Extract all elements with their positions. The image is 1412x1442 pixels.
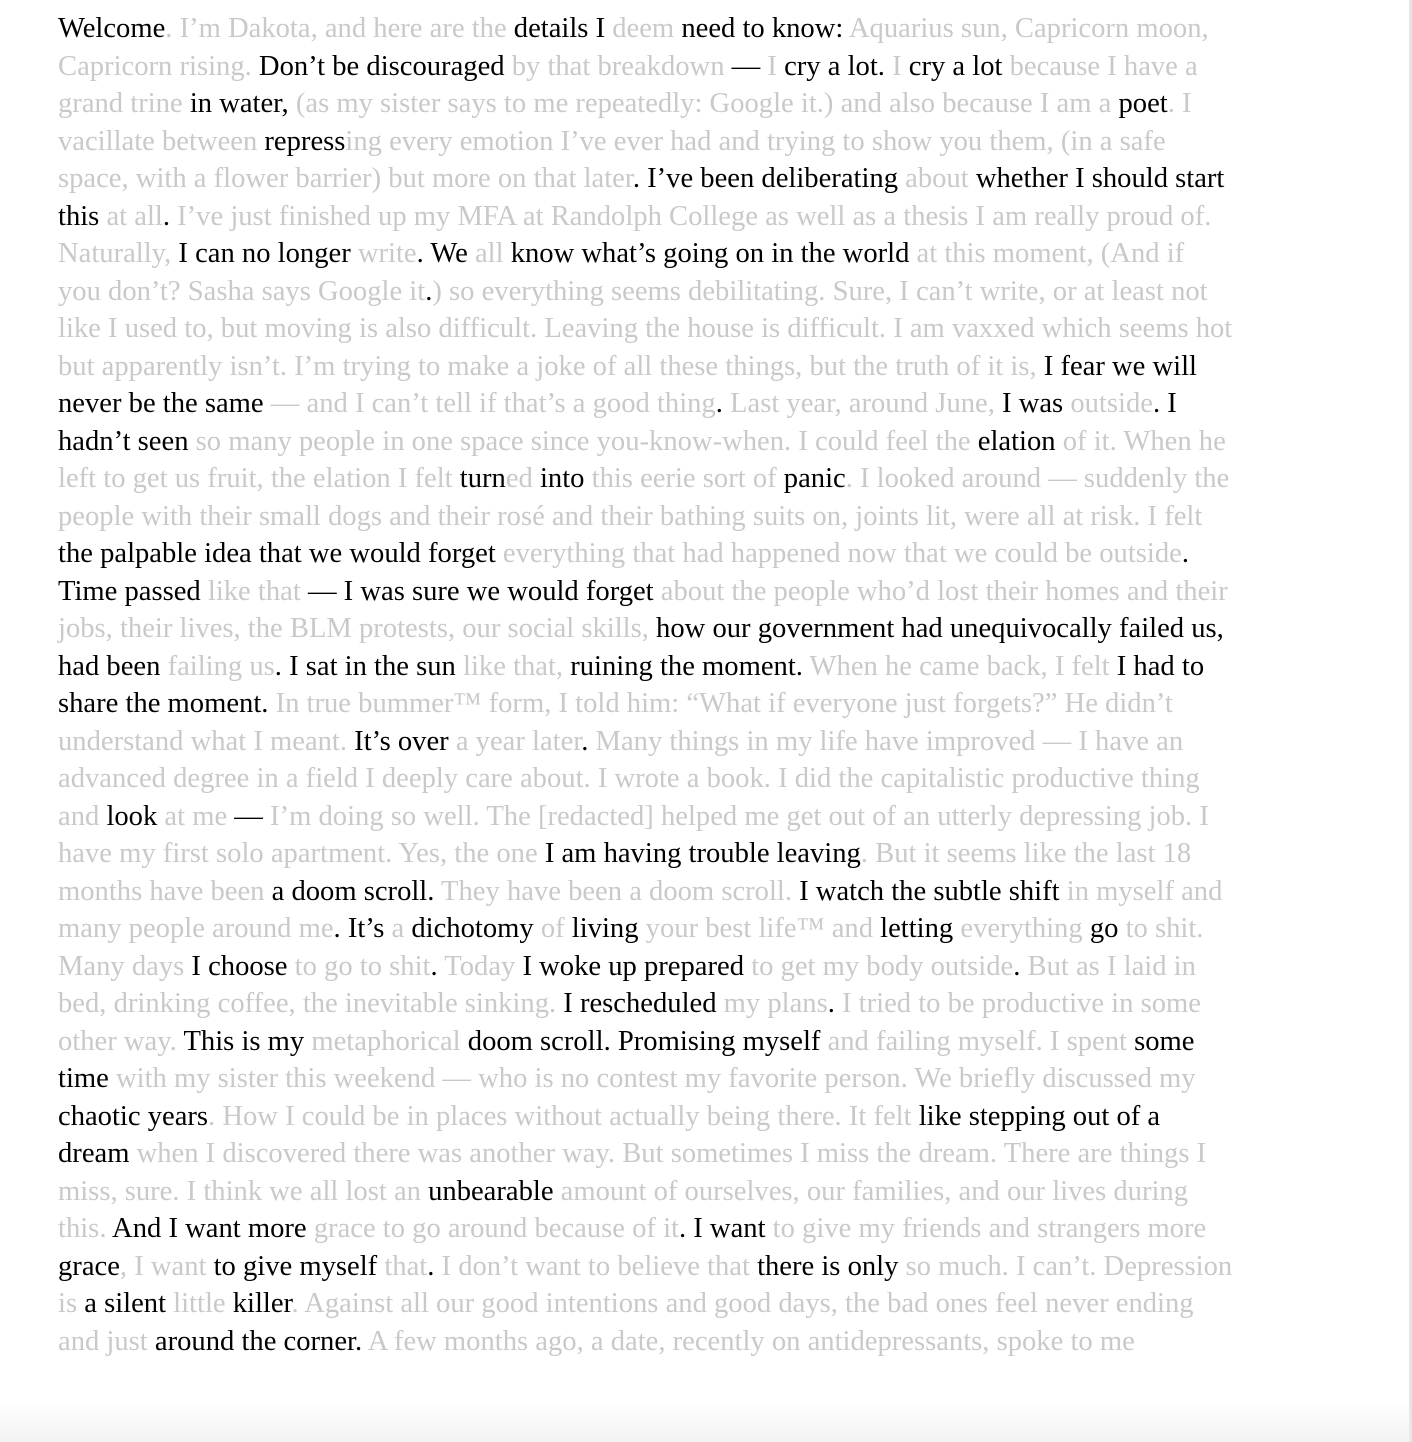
kept-text-segment: .	[1013, 950, 1028, 982]
kept-text-segment: .	[827, 988, 843, 1019]
kept-text-segment: unbearable	[428, 1175, 561, 1207]
erased-text-segment: . I looked around — suddenly the people with their small dogs and their rosé and their bathing suits on, joints lit, were all at risk. I felt	[58, 463, 1230, 532]
erased-text-segment: and failing myself. I spent	[827, 1025, 1135, 1057]
erased-text-segment: When he came back, I felt	[809, 650, 1117, 682]
kept-text-segment: — I was sure we would forget	[307, 575, 661, 607]
kept-text-segment: . I want	[678, 1213, 773, 1244]
erased-text-segment: because I have a grand trine	[58, 50, 1198, 119]
erased-text-segment: with my sister this weekend — who is no contest my favorite person. We briefly discussed my	[115, 1063, 1196, 1094]
kept-text-segment: I am having trouble leaving	[544, 838, 861, 869]
erased-text-segment: Last year, around June,	[730, 388, 1003, 419]
erased-text-segment: at all	[106, 200, 163, 232]
kept-text-segment: . Time passed	[58, 538, 1189, 607]
erased-text-segment: I’m doing so well. The [redacted] helped me get out of an utterly depressing job. I have my first solo apartment. Yes, the one	[58, 800, 1209, 869]
kept-text-segment: —	[731, 50, 768, 82]
erasure-poem-text	[58, 10, 1233, 1360]
kept-text-segment: . We	[416, 238, 475, 269]
erased-text-segment: amount of ourselves, our families, and our lives during this.	[58, 1175, 1189, 1244]
erased-text-segment: , I want	[119, 1250, 214, 1282]
erased-text-segment: of it. When he left to get us fruit, the elation I felt	[58, 425, 1226, 494]
kept-text-segment: I woke up prepared	[522, 950, 752, 982]
kept-text-segment: living	[571, 913, 646, 944]
kept-text-segment: how our government had unequivocally failed us, had been	[58, 613, 1224, 682]
kept-text-segment: letting	[880, 913, 961, 944]
bottom-scroll-shadow	[0, 1402, 1412, 1442]
erased-text-segment: . I’m Dakota, and here are the	[165, 13, 514, 44]
kept-text-segment: I fear we will never be the same	[58, 350, 1197, 419]
erased-text-segment: of	[540, 913, 572, 944]
kept-text-segment: to give myself	[213, 1250, 385, 1282]
erased-text-segment: A few months ago, a date, recently on antidepressants, spoke to me	[367, 1325, 1135, 1357]
erased-text-segment: I	[892, 50, 909, 82]
erased-text-segment: outside	[1070, 388, 1153, 419]
erased-text-segment: your best life™ and	[645, 913, 881, 944]
kept-text-segment: . I sat in the sun	[274, 650, 464, 682]
kept-text-segment: whether I should start this	[58, 163, 1225, 232]
kept-text-segment: I rescheduled	[563, 988, 724, 1019]
erased-text-segment: everything that had happened now that we could be outside	[502, 538, 1182, 569]
erased-text-segment: this eerie sort of	[591, 463, 784, 494]
erased-text-segment: that	[384, 1250, 428, 1282]
kept-text-segment: I had to share the moment.	[58, 650, 1205, 719]
kept-text-segment: . It’s	[333, 913, 392, 944]
erased-text-segment: . But it seems like the last 18 months have been	[58, 838, 1192, 907]
erased-text-segment: Aquarius sun, Capricorn moon, Capricorn rising.	[58, 13, 1209, 82]
kept-text-segment: It’s over	[354, 725, 456, 757]
erased-text-segment: Today	[444, 950, 523, 982]
erased-text-segment: But as I laid in bed, drinking coffee, the inevitable sinking.	[58, 950, 1196, 1019]
kept-text-segment: in water,	[189, 88, 296, 119]
kept-text-segment: the palpable idea that we would forget	[58, 538, 503, 569]
kept-text-segment: grace	[58, 1250, 120, 1282]
kept-text-segment: killer	[232, 1288, 292, 1319]
erased-text-segment: at me	[164, 800, 235, 832]
erased-text-segment: ing every emotion I’ve ever had and trying to show you them, (in a safe space, with a flower barrier) but more on that later	[58, 125, 1166, 194]
erased-text-segment: by that breakdown	[511, 50, 732, 82]
erased-text-segment: my plans	[723, 988, 828, 1019]
erased-text-segment: deem	[612, 13, 682, 44]
kept-text-segment: .	[427, 1250, 442, 1282]
kept-text-segment: some time	[58, 1025, 1195, 1094]
kept-text-segment: —	[234, 800, 271, 832]
erased-text-segment: a	[391, 913, 412, 944]
erased-text-segment: little	[173, 1288, 233, 1319]
kept-text-segment: poet	[1118, 88, 1168, 119]
kept-text-segment: . I hadn’t seen	[58, 388, 1177, 457]
kept-text-segment: And I want more	[112, 1213, 314, 1244]
erased-text-segment: to go to shit	[294, 950, 431, 982]
kept-text-segment: know what’s going on in the world	[510, 238, 917, 269]
kept-text-segment: cry a lot	[908, 50, 1010, 82]
erased-text-segment: Many things in my life have improved — I have an advanced degree in a field I deeply care about. I wrote a book. I did the capitalistic productive thing and	[58, 725, 1200, 832]
erased-text-segment: grace to go around because of it	[313, 1213, 679, 1244]
kept-text-segment: This is my	[183, 1025, 312, 1057]
erased-text-segment: failing us	[167, 650, 275, 682]
kept-text-segment: .	[581, 725, 596, 757]
kept-text-segment: into	[539, 463, 592, 494]
kept-text-segment: look	[106, 800, 165, 832]
kept-text-segment: panic	[783, 463, 846, 494]
kept-text-segment: . I’ve been deliberating	[632, 163, 906, 194]
kept-text-segment: chaotic years	[58, 1100, 209, 1132]
erased-text-segment: so many people in one space since you-know-when. I could feel the	[195, 425, 978, 457]
kept-text-segment: elation	[977, 425, 1063, 457]
kept-text-segment: repress	[264, 125, 346, 157]
erased-text-segment: I don’t want to believe that	[441, 1250, 758, 1282]
erased-text-segment: In true bummer™ form, I told him: “What if everyone just forgets?” He didn’t understand what I meant.	[58, 688, 1173, 757]
erased-text-segment: . How I could be in places without actually being there. It felt	[208, 1100, 919, 1132]
kept-text-segment: there is only	[757, 1250, 906, 1282]
erased-text-segment: all	[474, 238, 511, 269]
kept-text-segment: go	[1089, 913, 1126, 944]
erased-text-segment: in myself and many people around me	[58, 875, 1223, 944]
kept-text-segment: .	[425, 275, 433, 307]
kept-text-segment: I watch the subtle shift	[799, 875, 1067, 907]
kept-text-segment: doom scroll. Promising myself	[467, 1025, 828, 1057]
erased-text-segment: metaphorical	[311, 1025, 468, 1057]
erased-text-segment: . I vacillate between	[58, 88, 1192, 157]
erased-text-segment: to shit. Many days	[58, 913, 1204, 982]
kept-text-segment: cry a lot.	[784, 50, 893, 82]
erased-text-segment: (as my sister says to me repeatedly: Google it.) and also because I am a	[295, 88, 1119, 119]
kept-text-segment: .	[715, 388, 731, 419]
erased-text-segment: to give my friends and strangers more	[772, 1213, 1207, 1244]
kept-text-segment: turn	[459, 463, 506, 494]
erased-text-segment: about the people who’d lost their homes and their jobs, their lives, the BLM protests, our social skills,	[58, 575, 1228, 644]
kept-text-segment: dichotomy	[411, 913, 541, 944]
kept-text-segment: around the corner.	[154, 1325, 368, 1357]
erased-text-segment: like that,	[463, 650, 571, 682]
kept-text-segment: ruining the moment.	[570, 650, 810, 682]
kept-text-segment: Don’t be discouraged	[258, 50, 512, 82]
erased-text-segment: They have been a doom scroll.	[441, 875, 800, 907]
erased-text-segment: ) so everything seems debilitating. Sure, I can’t write, or at least not like I used to, but moving is also difficult. Leaving the house is difficult. I am vaxxed which seems hot but apparently isn’t. I’m trying to make a joke of all these things, but the truth of it is,	[58, 275, 1233, 382]
erased-text-segment: I	[767, 50, 785, 82]
erased-text-segment: at this moment, (And if you don’t? Sasha says Google it	[58, 238, 1185, 307]
erased-text-segment: about	[905, 163, 976, 194]
erased-text-segment: ed	[505, 463, 540, 494]
erased-text-segment: when I discovered there was another way. But sometimes I miss the dream. There are things I miss, sure. I think we all lost an	[58, 1138, 1207, 1207]
erased-text-segment: write	[357, 238, 417, 269]
kept-text-segment: I can no longer	[178, 238, 358, 269]
kept-text-segment: need to know:	[681, 13, 849, 44]
kept-text-segment: I choose	[191, 950, 295, 982]
kept-text-segment: like stepping out of a dream	[58, 1100, 1161, 1169]
erased-text-segment: . Against all our good intentions and good days, the bad ones feel never ending and just	[58, 1288, 1194, 1357]
document-page	[58, 10, 1233, 1360]
kept-text-segment: Welcome	[58, 13, 166, 44]
kept-text-segment: a silent	[84, 1288, 174, 1319]
erased-text-segment: everything	[960, 913, 1090, 944]
kept-text-segment: I was	[1002, 388, 1071, 419]
kept-text-segment: .	[430, 950, 445, 982]
erased-text-segment: — and I can’t tell if that’s a good thing	[270, 388, 716, 419]
kept-text-segment: a doom scroll.	[271, 875, 442, 907]
kept-text-segment: details I	[513, 13, 613, 44]
erased-text-segment: I tried to be productive in some other way.	[58, 988, 1201, 1057]
erased-text-segment: to get my body outside	[751, 950, 1014, 982]
kept-text-segment: .	[162, 200, 178, 232]
erased-text-segment: a year later	[455, 725, 582, 757]
erased-text-segment: so much. I can’t. Depression is	[58, 1250, 1233, 1319]
erased-text-segment: like that	[207, 575, 308, 607]
erased-text-segment: I’ve just finished up my MFA at Randolph College as well as a thesis I am really proud of. Naturally,	[58, 200, 1212, 269]
